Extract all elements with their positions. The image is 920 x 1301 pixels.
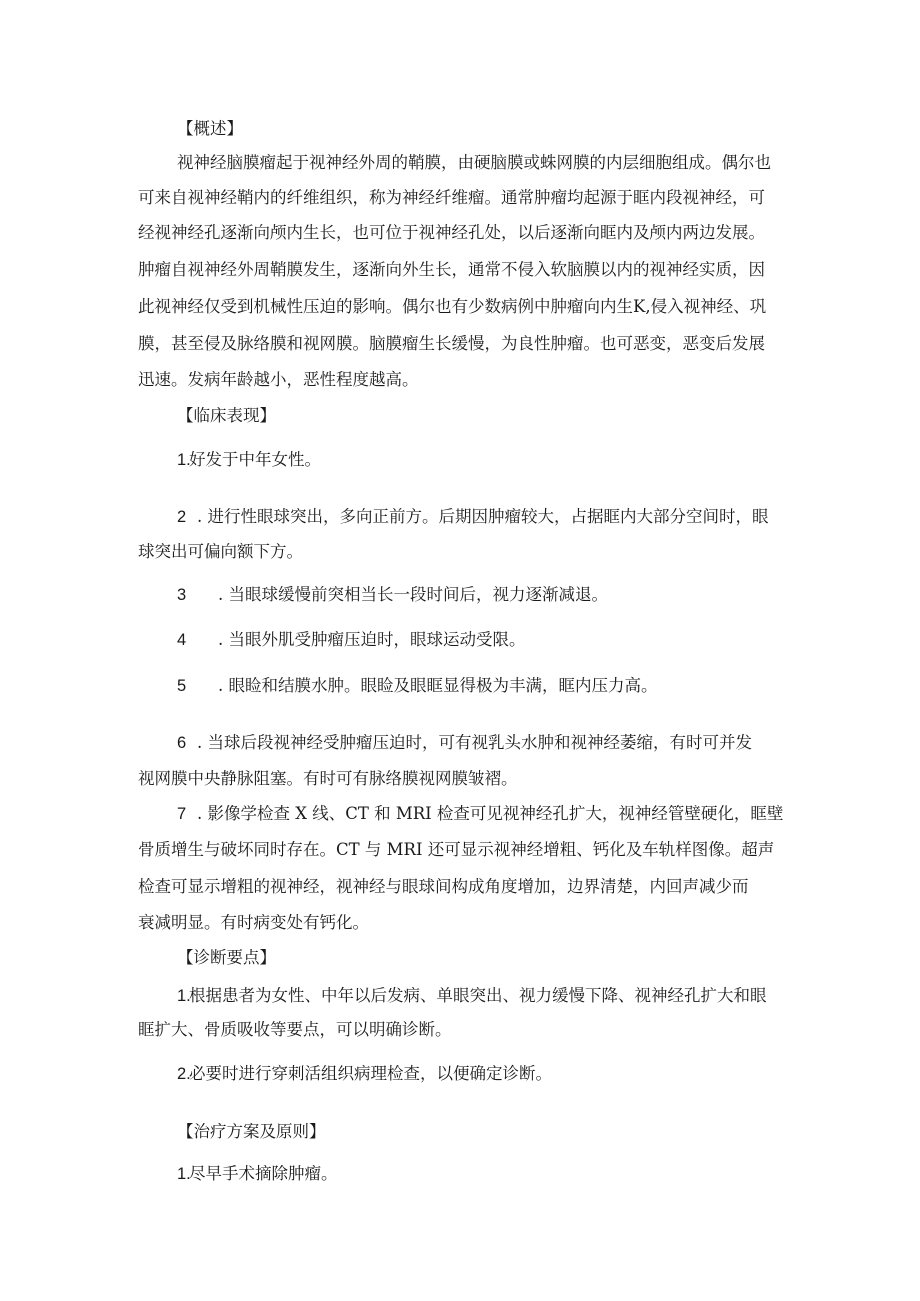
list-item-line: 球突出可偏向额下方。 (138, 542, 303, 561)
list-item-line: . 眼睑和结膜水肿。眼睑及眼眶显得极为丰满，眶内压力高。 (218, 676, 658, 695)
paragraph-line: 肿瘤自视神经外周鞘膜发生，逐渐向外生长，通常不侵入软脑膜以内的视神经实质，因 (138, 260, 765, 279)
item-number: 5 (177, 677, 187, 695)
list-item-line: 衰减明显。有时病变处有钙化。 (138, 913, 369, 932)
list-item-line: 检查可显示增粗的视神经，视神经与眼球间构成角度增加，边界清楚，内回声减少而 (138, 877, 749, 896)
item-number: 1. (177, 987, 191, 1005)
list-item-line: . 当眼球缓慢前突相当长一段时间后，视力逐渐减退。 (218, 585, 608, 604)
list-item-line: . 影像学检查 X 线、CT 和 MRI 检查可见视神经孔扩大，视神经管壁硬化，眶壁 (197, 804, 784, 823)
paragraph-line: 迅速。发病年龄越小，恶性程度越高。 (138, 370, 419, 389)
list-item-line: 尽早手术摘除肿瘤。 (189, 1164, 338, 1183)
section-heading-clinical: 【临床表现】 (177, 406, 276, 425)
list-item-line: 好发于中年女性。 (189, 450, 321, 469)
list-item-line: 视网膜中央静脉阻塞。有时可有脉络膜视网膜皱褶。 (138, 769, 518, 788)
section-heading-treatment: 【治疗方案及原则】 (177, 1122, 326, 1141)
list-item-line: . 当眼外肌受肿瘤压迫时，眼球运动受限。 (218, 630, 526, 649)
list-item-line: . 进行性眼球突出，多向正前方。后期因肿瘤较大，占据眶内大部分空间时，眼 (197, 507, 769, 526)
paragraph-line: 此视神经仅受到机械性压迫的影响。偶尔也有少数病例中肿瘤向内生K,侵入视神经、巩 (138, 297, 767, 316)
item-number: 3 (177, 586, 187, 604)
paragraph-line: 视神经脑膜瘤起于视神经外周的鞘膜，由硬脑膜或蛛网膜的内层细胞组成。偶尔也 (177, 153, 771, 172)
list-item-line: 眶扩大、骨质吸收等要点，可以明确诊断。 (138, 1020, 452, 1039)
paragraph-line: 膜，甚至侵及脉络膜和视网膜。脑膜瘤生长缓慢，为良性肿瘤。也可恶变，恶变后发展 (138, 334, 765, 353)
item-number: 6 (177, 734, 187, 752)
list-item-line: 骨质增生与破坏同时存在。CT 与 MRI 还可显示视神经增粗、钙化及车轨样图像。超声 (138, 840, 775, 859)
list-item-line: 根据患者为女性、中年以后发病、单眼突出、视力缓慢下降、视神经孔扩大和眼 (189, 986, 767, 1005)
item-number: 7 (177, 805, 187, 823)
item-number: 1. (177, 1165, 191, 1183)
item-number: 1. (177, 451, 191, 469)
section-heading-diagnosis: 【诊断要点】 (177, 948, 276, 967)
item-number: 2 (177, 508, 187, 526)
paragraph-line: 可来自视神经鞘内的纤维组织，称为神经纤维瘤。通常肿瘤均起源于眶内段视神经，可 (138, 188, 765, 207)
paragraph-line: 经视神经孔逐渐向颅内生长，也可位于视神经孔处，以后逐渐向眶内及颅内两边发展。 (138, 223, 765, 242)
list-item-line: . 当球后段视神经受肿瘤压迫时，可有视乳头水肿和视神经萎缩，有时可并发 (197, 733, 752, 752)
section-heading-overview: 【概述】 (177, 119, 243, 138)
item-number: 4 (177, 631, 187, 649)
list-item-line: 必要时进行穿刺活组织病理检查，以便确定诊断。 (189, 1064, 552, 1083)
item-number: 2. (177, 1065, 191, 1083)
